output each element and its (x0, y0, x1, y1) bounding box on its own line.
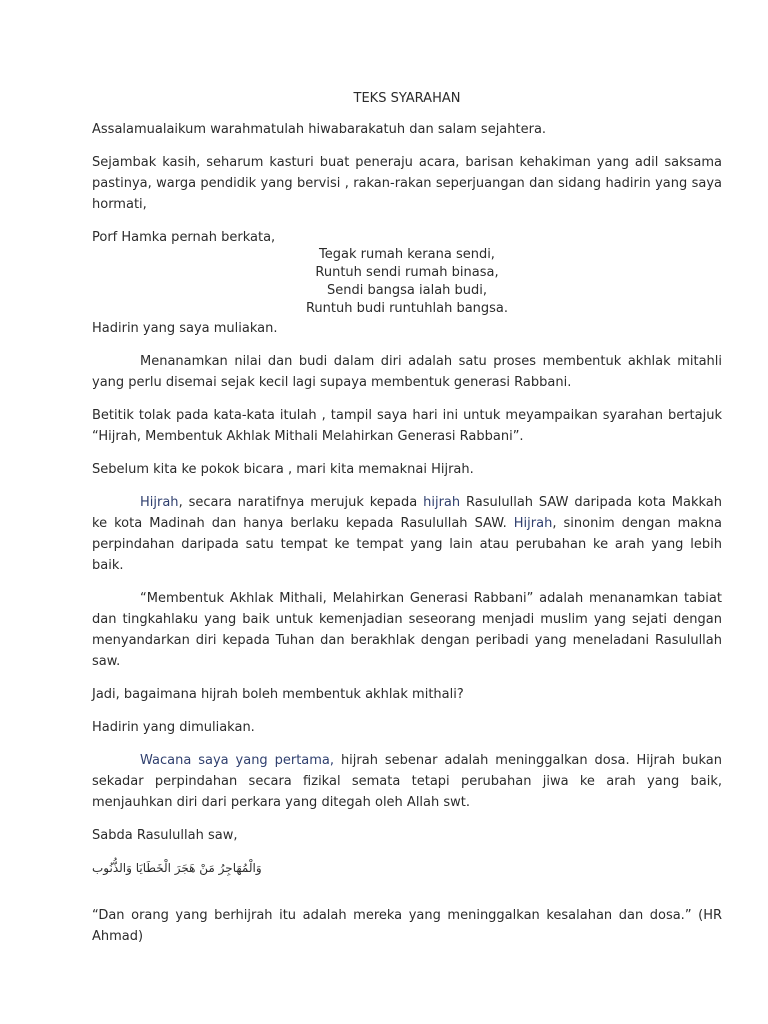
hijrah-term: hijrah (423, 495, 461, 510)
page-title: TEKS SYARAHAN (353, 91, 461, 106)
hadirin-paragraph-2: Hadirin yang dimuliakan. (92, 720, 255, 735)
hadirin-paragraph-1: Hadirin yang saya muliakan. (92, 321, 278, 336)
jadi-paragraph: Jadi, bagaimana hijrah boleh membentuk akhlak mithali? (92, 687, 464, 702)
opening-paragraph: Sejambak kasih, seharum kasturi buat peneraju acara, barisan kehakiman yang adil saksama pastinya, warga pendidik yang bervisi , rakan-rakan seperjuangan dan sidang hadirin yang saya hormati, (92, 155, 722, 212)
document-page (92, 88, 722, 959)
poem-line: Tegak rumah kerana sendi, (319, 247, 495, 262)
greeting-paragraph: Assalamualaikum warahmatulah hiwabarakatuh dan salam sejahtera. (92, 122, 547, 137)
wacana-paragraph (92, 750, 722, 813)
membentuk-paragraph: “Membentuk Akhlak Mithali, Melahirkan Generasi Rabbani” adalah menanamkan tabiat dan tingkahlaku yang baik untuk kemenjadian seseorang menjadi muslim yang sejati dengan menyandarkan diri kepada Tuhan dan berakhlak dengan peribadi yang meneladani Rasulullah saw. (92, 591, 722, 669)
hijrah-text: , secara naratifnya merujuk kepada (178, 495, 424, 510)
hamka-intro: Porf Hamka pernah berkata, (92, 230, 276, 245)
hijrah-text: Rasulullah SAW daripada kota Makkah ke kota Madinah dan hanya berlaku kepada Rasulullah SAW. (92, 495, 722, 531)
translation-paragraph: “Dan orang yang berhijrah itu adalah mereka yang meninggalkan kesalahan dan dosa.” (HR Ahmad) (92, 908, 722, 944)
hijrah-term: Hijrah (140, 495, 179, 510)
hijrah-text: , sinonim dengan makna perpindahan daripada satu tempat ke tempat yang lain atau perubahan ke arah yang lebih baik. (92, 516, 722, 573)
wacana-text: hijrah sebenar adalah meninggalkan dosa. Hijrah bukan sekadar perpindahan secara fizikal semata tetapi perubahan jiwa ke arah yang baik, menjauhkan diri dari perkara yang ditegah oleh Allah swt. (92, 753, 722, 810)
poem-line: Runtuh sendi rumah binasa, (315, 265, 499, 280)
menanamkan-paragraph: Menanamkan nilai dan budi dalam diri adalah satu proses membentuk akhlak mitahli yang perlu disemai sejak kecil lagi supaya membentuk generasi Rabbani. (92, 354, 722, 390)
poem-line: Runtuh budi runtuhlah bangsa. (305, 301, 509, 316)
arabic-hadith: وَالْمُهَاجِرُ مَنْ هَجَرَ الْخَطَايَا وَالذُّنُوب (92, 861, 262, 875)
sebelum-paragraph: Sebelum kita ke pokok bicara , mari kita memaknai Hijrah. (92, 462, 474, 477)
hijrah-paragraph (92, 492, 722, 576)
betitik-paragraph: Betitik tolak pada kata-kata itulah , tampil saya hari ini untuk meyampaikan syarahan bertajuk “Hijrah, Membentuk Akhlak Mithali Melahirkan Generasi Rabbani”. (92, 408, 722, 444)
poem-block (92, 246, 722, 318)
hijrah-term: Hijrah (513, 516, 553, 531)
wacana-lead: Wacana saya yang pertama, (140, 753, 335, 768)
poem-line: Sendi bangsa ialah budi, (326, 283, 488, 298)
sabda-paragraph: Sabda Rasulullah saw, (92, 828, 238, 843)
